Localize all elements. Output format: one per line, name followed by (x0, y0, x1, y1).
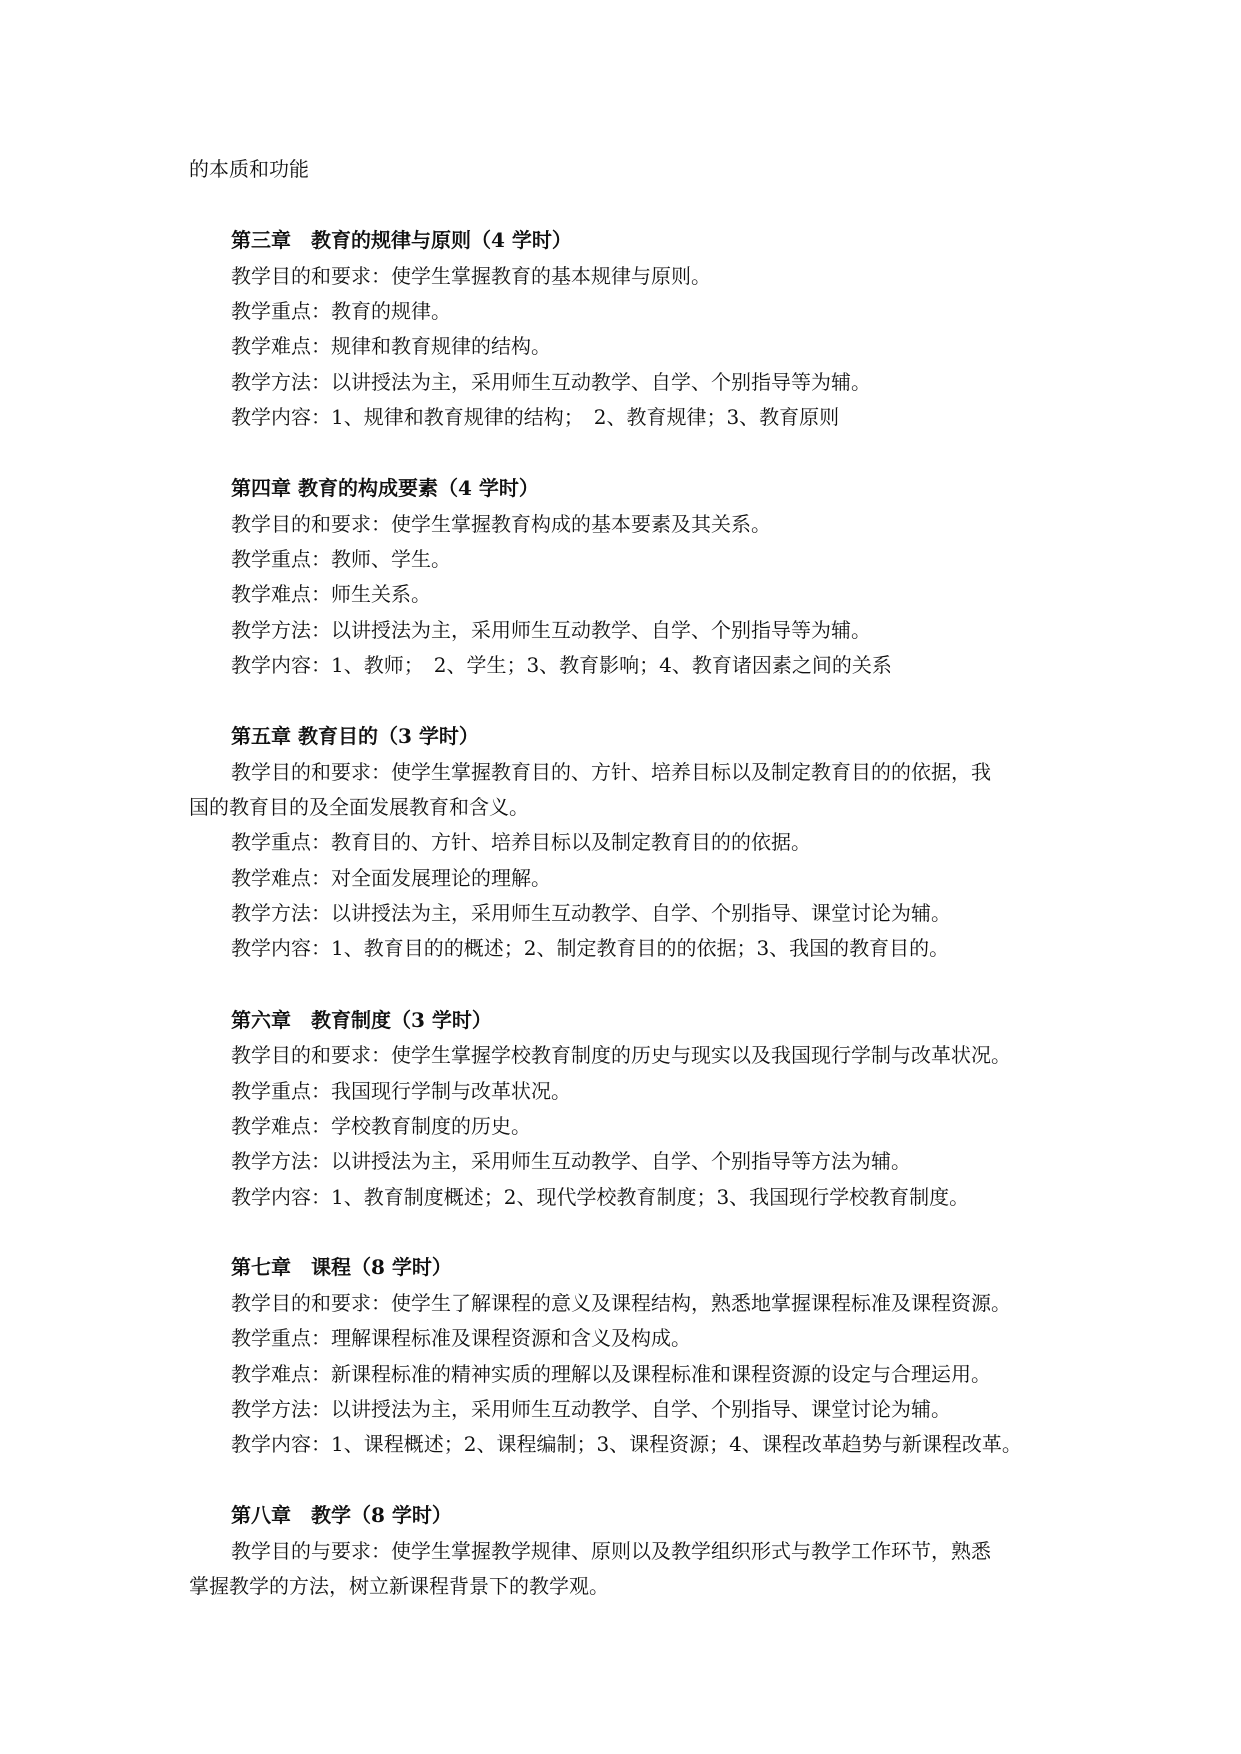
chapter-4-difficulty: 教学难点：师生关系。 (231, 582, 431, 606)
chapter-7-key-point: 教学重点：理解课程标准及课程资源和含义及构成。 (231, 1326, 691, 1350)
chapter-8-objective: 教学目的与要求：使学生掌握教学规律、原则以及教学组织形式与教学工作环节，熟悉 (231, 1539, 991, 1563)
chapter-5-method: 教学方法：以讲授法为主，采用师生互动教学、自学、个别指导、课堂讨论为辅。 (231, 901, 951, 925)
chapter-6-heading: 第六章 教育制度（3 学时） (231, 1008, 492, 1032)
chapter-6-difficulty: 教学难点：学校教育制度的历史。 (231, 1114, 531, 1138)
chapter-8-heading: 第八章 教学（8 学时） (231, 1503, 452, 1527)
chapter-5-difficulty: 教学难点：对全面发展理论的理解。 (231, 866, 551, 890)
chapter-7-heading: 第七章 课程（8 学时） (231, 1255, 452, 1279)
chapter-5-content: 教学内容：1、教育目的的概述；2、制定教育目的的依据；3、我国的教育目的。 (231, 936, 950, 960)
chapter-7-content: 教学内容：1、课程概述；2、课程编制；3、课程资源；4、课程改革趋势与新课程改革。 (231, 1432, 1022, 1456)
chapter-6-key-point: 教学重点：我国现行学制与改革状况。 (231, 1079, 571, 1103)
chapter-4-method: 教学方法：以讲授法为主，采用师生互动教学、自学、个别指导等为辅。 (231, 618, 871, 642)
chapter-3-heading: 第三章 教育的规律与原则（4 学时） (231, 228, 572, 252)
chapter-5-heading: 第五章 教育目的（3 学时） (231, 724, 479, 748)
intro-fragment: 的本质和功能 (189, 157, 309, 181)
chapter-3-key-point: 教学重点：教育的规律。 (231, 299, 451, 323)
chapter-6-content: 教学内容：1、教育制度概述；2、现代学校教育制度；3、我国现行学校教育制度。 (231, 1185, 970, 1209)
chapter-3-content: 教学内容：1、规律和教育规律的结构； 2、教育规律；3、教育原则 (231, 405, 840, 429)
chapter-4-heading: 第四章 教育的构成要素（4 学时） (231, 476, 539, 500)
chapter-7-objective: 教学目的和要求：使学生了解课程的意义及课程结构，熟悉地掌握课程标准及课程资源。 (231, 1291, 1011, 1315)
chapter-7-method: 教学方法：以讲授法为主，采用师生互动教学、自学、个别指导、课堂讨论为辅。 (231, 1397, 951, 1421)
chapter-5-objective: 教学目的和要求：使学生掌握教育目的、方针、培养目标以及制定教育目的的依据，我 (231, 760, 991, 784)
chapter-3-objective: 教学目的和要求：使学生掌握教育的基本规律与原则。 (231, 264, 711, 288)
chapter-4-key-point: 教学重点：教师、学生。 (231, 547, 451, 571)
chapter-4-content: 教学内容：1、教师； 2、学生；3、教育影响；4、教育诸因素之间的关系 (231, 653, 892, 677)
chapter-3-difficulty: 教学难点：规律和教育规律的结构。 (231, 334, 551, 358)
chapter-7-difficulty: 教学难点：新课程标准的精神实质的理解以及课程标准和课程资源的设定与合理运用。 (231, 1362, 991, 1386)
chapter-6-method: 教学方法：以讲授法为主，采用师生互动教学、自学、个别指导等方法为辅。 (231, 1149, 911, 1173)
chapter-4-objective: 教学目的和要求：使学生掌握教育构成的基本要素及其关系。 (231, 512, 771, 536)
chapter-8-objective-continued: 掌握教学的方法，树立新课程背景下的教学观。 (189, 1574, 609, 1598)
chapter-6-objective: 教学目的和要求：使学生掌握学校教育制度的历史与现实以及我国现行学制与改革状况。 (231, 1043, 1011, 1067)
chapter-5-key-point: 教学重点：教育目的、方针、培养目标以及制定教育目的的依据。 (231, 830, 811, 854)
chapter-5-objective-continued: 国的教育目的及全面发展教育和含义。 (189, 795, 529, 819)
chapter-3-method: 教学方法：以讲授法为主，采用师生互动教学、自学、个别指导等为辅。 (231, 370, 871, 394)
